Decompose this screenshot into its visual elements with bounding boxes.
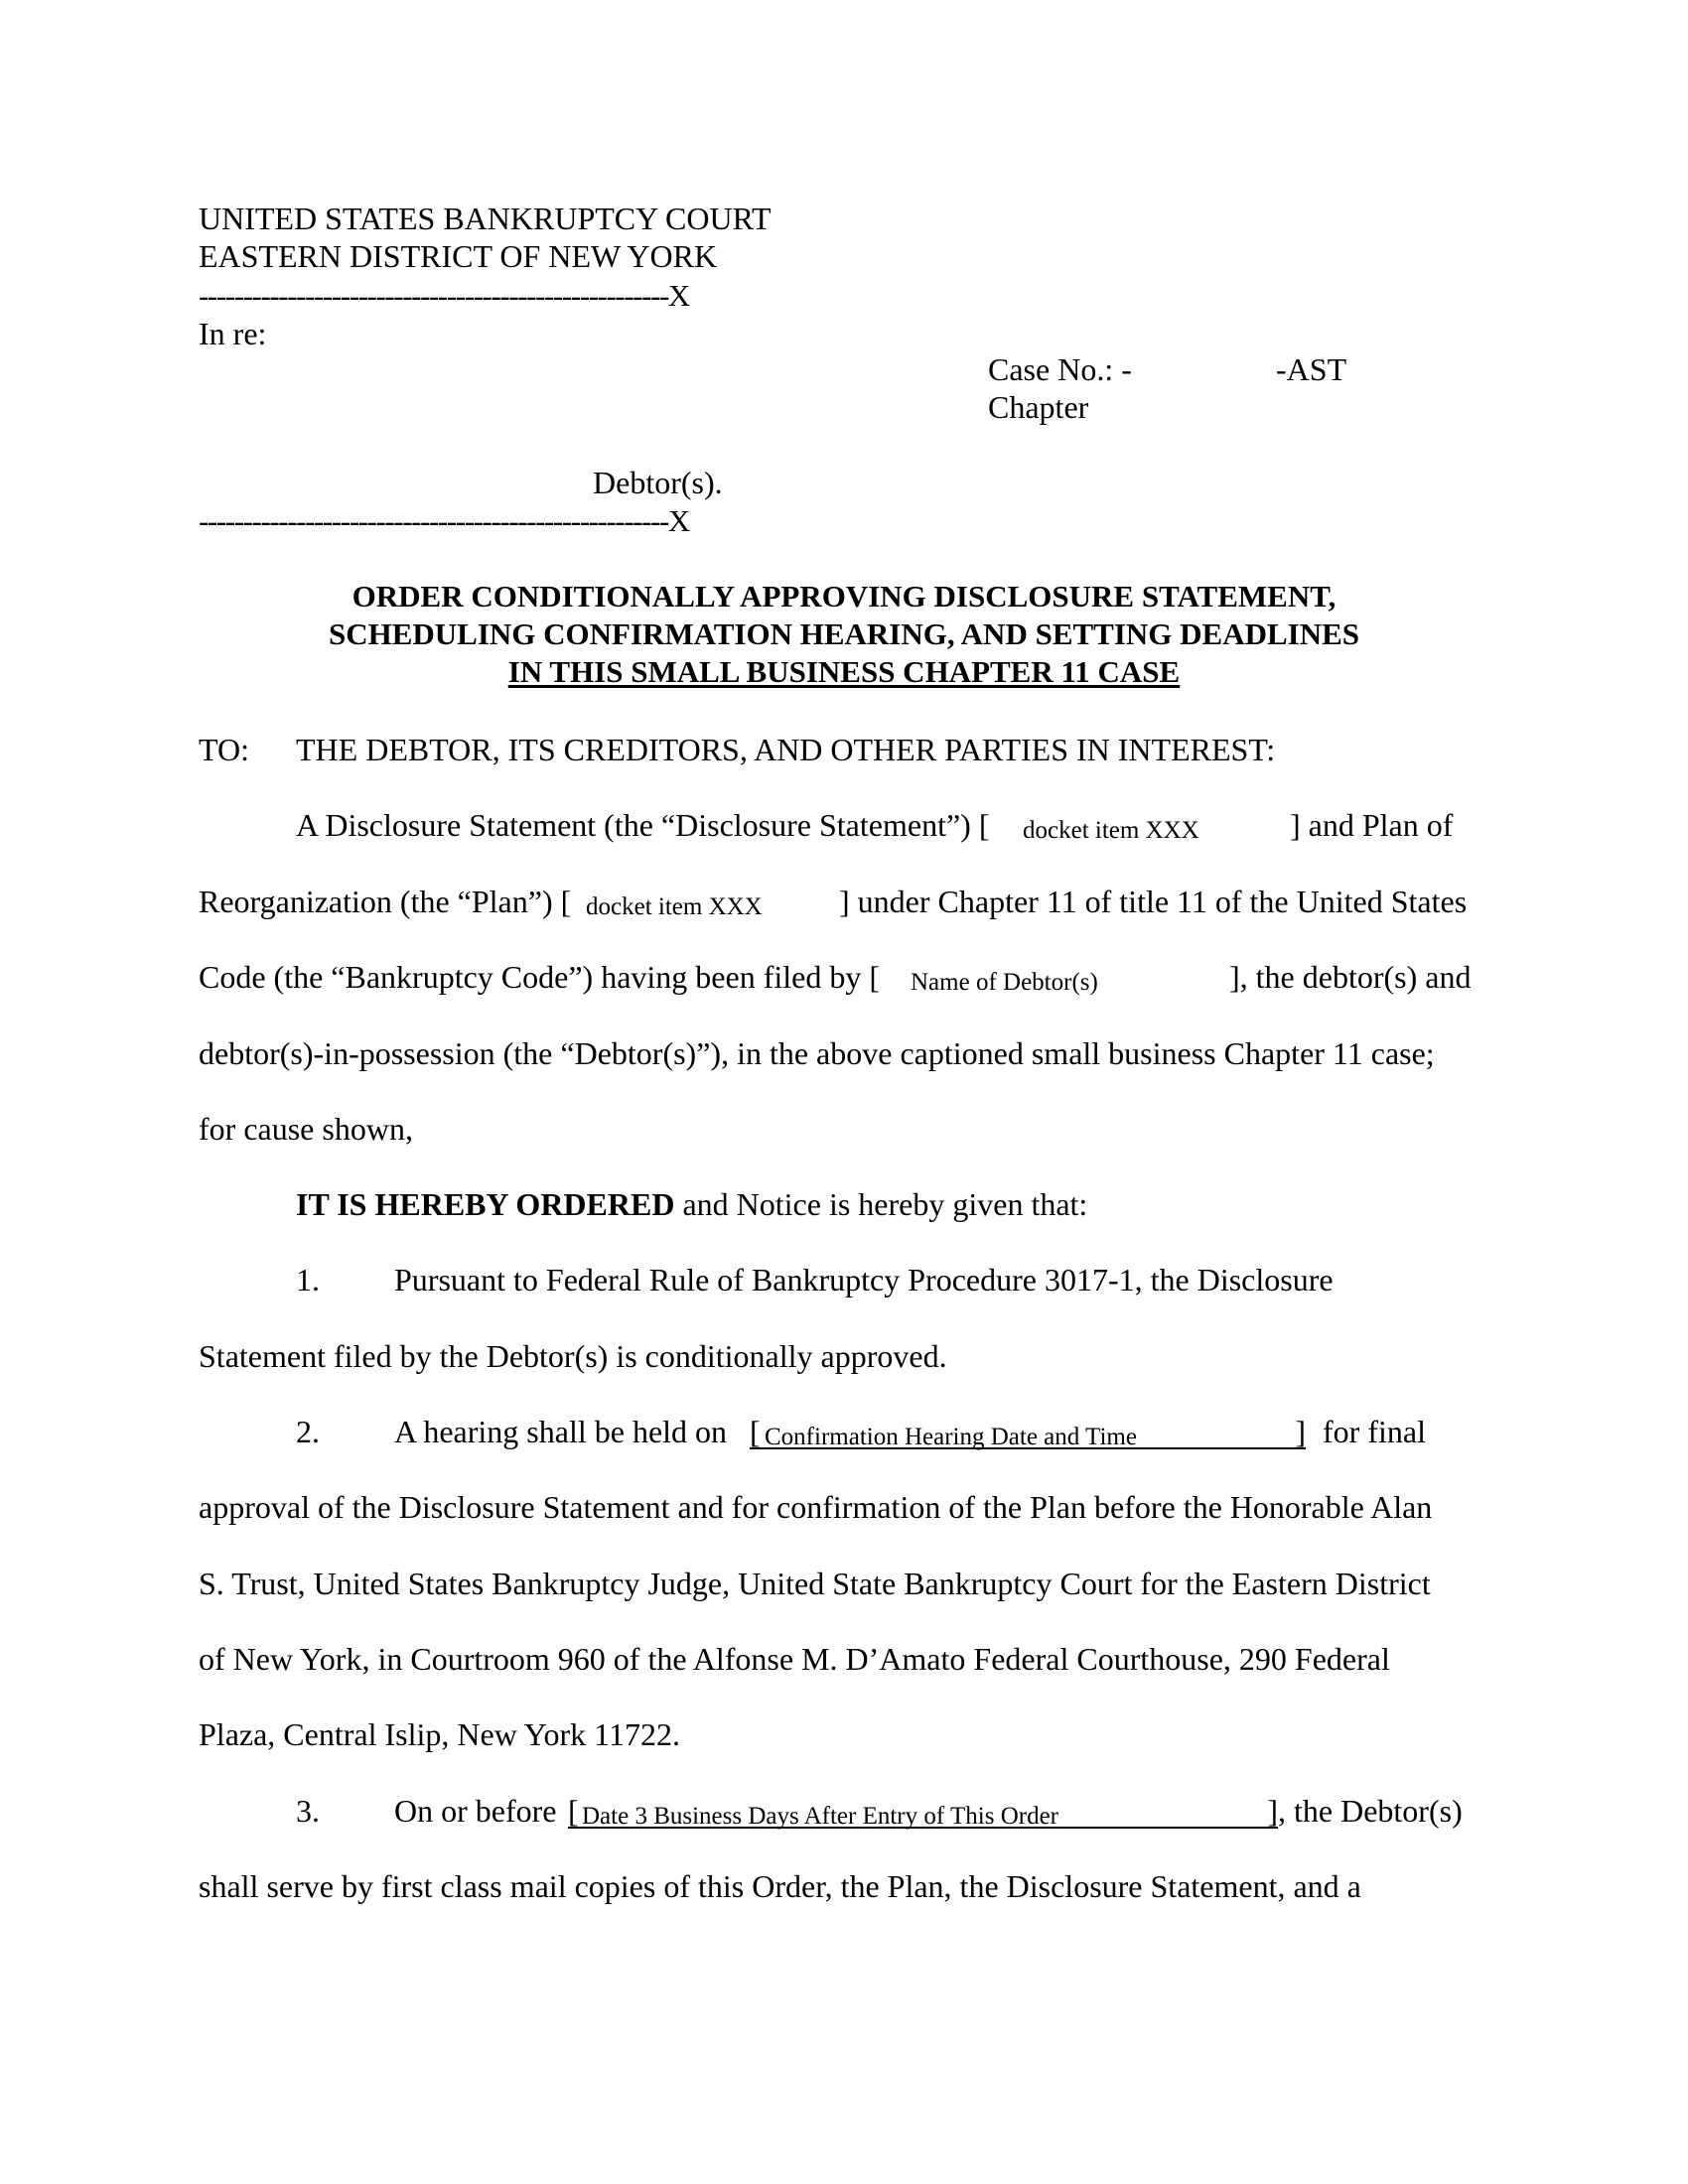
intro-line-2-end: ] under Chapter 11 of title 11 of the United States [839, 884, 1468, 919]
debtor-name-field[interactable]: Name of Debtor(s) [911, 969, 1098, 996]
hearing-date-text: Confirmation Hearing Date and Time [765, 1424, 1137, 1450]
case-no-label: Case No.: - [988, 351, 1132, 387]
para-1-line-1: Pursuant to Federal Rule of Bankruptcy Procedure 3017-1, the Disclosure [394, 1262, 1334, 1297]
para-2-line-4: of New York, in Courtroom 960 of the Alfonse M. D’Amato Federal Courthouse, 290 Federal [199, 1641, 1390, 1677]
chapter-label: Chapter [988, 389, 1089, 425]
order-title-line-3-wrap [0, 656, 1688, 687]
debtor-label: Debtor(s). [593, 465, 723, 500]
para-3-line-1-end: , the Debtor(s) [1278, 1793, 1463, 1829]
court-district: EASTERN DISTRICT OF NEW YORK [199, 238, 718, 274]
field-close-bracket: ] [1267, 1793, 1278, 1829]
ordered-bold: IT IS HEREBY ORDERED [296, 1186, 675, 1222]
intro-line-5: for cause shown, [199, 1111, 413, 1147]
disclosure-docket-field[interactable]: docket item XXX [1023, 817, 1199, 844]
field-open-bracket: [ [750, 1414, 761, 1449]
intro-line-1-end: ] and Plan of [1290, 807, 1454, 843]
para-2-number: 2. [296, 1414, 320, 1449]
court-name: UNITED STATES BANKRUPTCY COURT [199, 201, 772, 236]
service-date-text: Date 3 Business Days After Entry of This Order [582, 1803, 1059, 1830]
caption-divider-top: -----------------------------------------------------X [199, 278, 689, 313]
case-no-suffix: -AST [1276, 351, 1347, 387]
para-2-line-1-end: for final [1323, 1414, 1426, 1449]
intro-line-1-text: A Disclosure Statement (the “Disclosure Statement”) [ [296, 807, 990, 843]
intro-line-2-text: Reorganization (the “Plan”) [ [199, 884, 572, 919]
to-recipients: THE DEBTOR, ITS CREDITORS, AND OTHER PARTIES IN INTEREST: [296, 732, 1276, 767]
order-title-line-3: IN THIS SMALL BUSINESS CHAPTER 11 CASE [507, 654, 1181, 689]
intro-line-4: debtor(s)-in-possession (the “Debtor(s)”), in the above captioned small business Chapter 11 case; [199, 1035, 1435, 1071]
order-title-line-2: SCHEDULING CONFIRMATION HEARING, AND SETTING DEADLINES [328, 616, 1360, 651]
service-date-field[interactable] [568, 1795, 1278, 1829]
caption-divider-bottom: -----------------------------------------------------X [199, 503, 689, 538]
para-1-line-2: Statement filed by the Debtor(s) is conditionally approved. [199, 1338, 947, 1374]
para-1-number: 1. [296, 1262, 320, 1297]
para-3-number: 3. [296, 1793, 320, 1829]
ordered-text [296, 1188, 1087, 1220]
para-3-line-1: On or before [394, 1793, 557, 1829]
order-title-line-1: ORDER CONDITIONALLY APPROVING DISCLOSURE STATEMENT, [352, 579, 1336, 614]
para-3-line-2: shall serve by first class mail copies of this Order, the Plan, the Disclosure Statement, and a [199, 1868, 1361, 1904]
intro-line-3-text: Code (the “Bankruptcy Code”) having been filed by [ [199, 959, 880, 995]
intro-line-3-end: ], the debtor(s) and [1229, 959, 1472, 995]
field-open-bracket: [ [568, 1793, 579, 1829]
para-2-line-2: approval of the Disclosure Statement and for confirmation of the Plan before the Honorable Alan [199, 1489, 1433, 1525]
ordered-rest: and Notice is hereby given that: [674, 1186, 1088, 1222]
hearing-date-field[interactable] [750, 1416, 1306, 1449]
plan-docket-field[interactable]: docket item XXX [586, 893, 763, 920]
to-label: TO: [199, 732, 249, 767]
para-2-line-5: Plaza, Central Islip, New York 11722. [199, 1716, 680, 1752]
para-2-line-3: S. Trust, United States Bankruptcy Judge, United State Bankruptcy Court for the Eastern District [199, 1566, 1431, 1601]
field-close-bracket: ] [1295, 1414, 1306, 1449]
para-2-line-1: A hearing shall be held on [394, 1414, 728, 1449]
in-re-label: In re: [199, 316, 267, 351]
